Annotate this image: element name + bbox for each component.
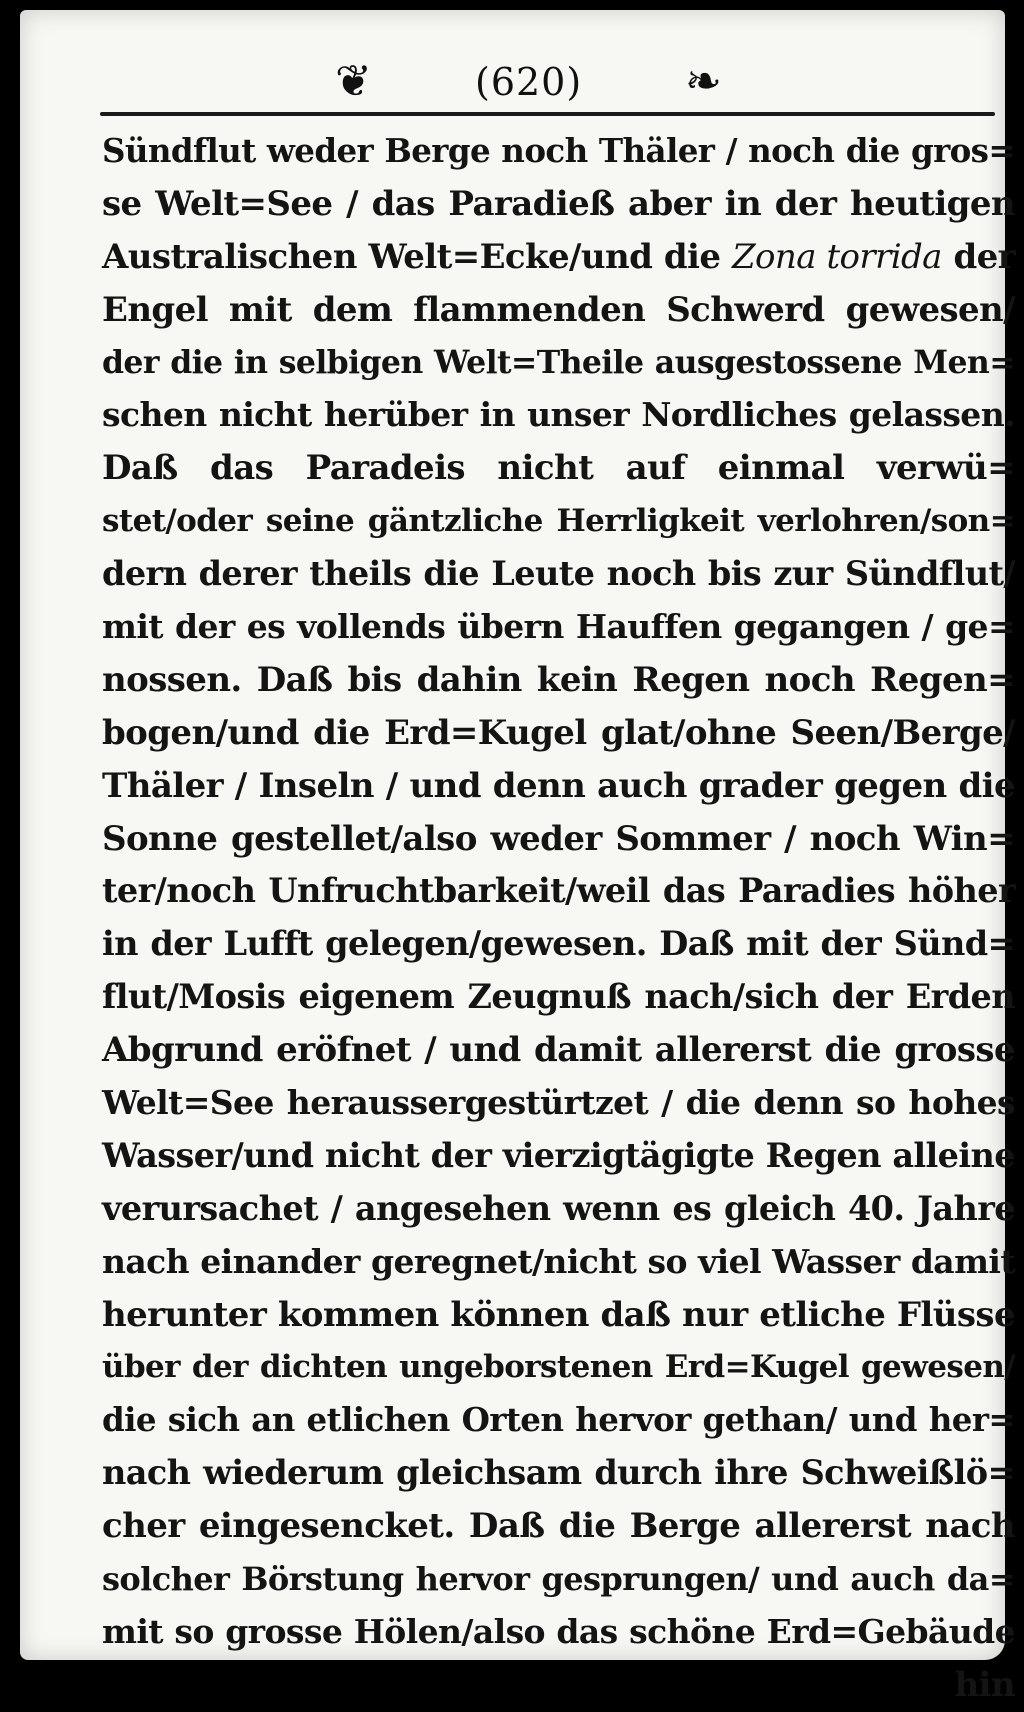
text-line: stet/oder seine gäntzliche Herrligkeit verlohren/son=	[102, 503, 1015, 540]
catchword: hin	[954, 1664, 1015, 1705]
body-text	[102, 125, 1015, 1712]
text-line: herunter kommen können daß nur etliche Flüsse	[102, 1294, 1015, 1335]
text-line: Abgrund eröfnet / und damit allererst die grosse	[102, 1030, 1015, 1071]
text-line: Sonne gestellet/also weder Sommer / noch Win=	[102, 818, 1015, 859]
text-line: der die in selbigen Welt=Theile ausgestossene Men=	[102, 343, 1015, 381]
text-line: flut/Mosis eigenem Zeugnuß nach/sich der Erden	[102, 977, 1015, 1017]
text-line: Engel mit dem flammenden Schwerd gewesen/	[102, 289, 1015, 330]
text-line: mit so grosse Hölen/also das schöne Erd=Gebäude	[102, 1611, 1015, 1651]
text-line: Thäler / Inseln / und denn auch grader gegen die	[102, 765, 1015, 806]
text-line: nossen. Daß bis dahin kein Regen noch Regen=	[102, 659, 1015, 700]
page-number: (620)	[475, 60, 583, 104]
ornament-left-icon: ❦	[335, 56, 372, 107]
text-line: se Welt=See / das Paradieß aber in der heutigen	[102, 183, 1015, 224]
text-line: Wasser/und nicht der vierzigtägigte Regen alleine	[102, 1135, 1015, 1175]
text-line: nach wiederum gleichsam durch ihre Schweißlö=	[102, 1453, 1015, 1493]
text-line: ter/noch Unfruchtbarkeit/weil das Paradies höher	[102, 871, 1015, 911]
text-line: die sich an etlichen Orten hervor gethan/ und her=	[102, 1400, 1015, 1440]
text-line: schen nicht herüber in unser Nordliches gelassen.	[102, 395, 1015, 435]
text-line: über der dichten ungeborstenen Erd=Kugel gewesen/	[102, 1349, 1015, 1386]
text-line: nach einander geregnet/nicht so viel Wasser damit	[102, 1241, 1015, 1281]
text-line: verursachet / angesehen wenn es gleich 40. Jahre	[102, 1188, 1015, 1228]
text-line: Welt=See heraussergestürtzet / die denn so hohes	[102, 1083, 1015, 1123]
text-line: cher eingesencket. Daß die Berge allererst nach	[102, 1506, 1015, 1547]
text-line: in der Lufft gelegen/gewesen. Daß mit der Sünd=	[102, 924, 1015, 964]
book-page	[20, 10, 1015, 1705]
latin-phrase: Zona torrida	[732, 236, 942, 277]
text-line: solcher Börstung hervor gesprungen/ und auch da=	[102, 1560, 1015, 1599]
ornament-right-icon: ❧	[685, 56, 722, 107]
header-rule	[100, 112, 995, 116]
text-line: Australischen Welt=Ecke/und die Zona torrida der	[102, 236, 1015, 277]
text-line: Sündflut weder Berge noch Thäler / noch die gros=	[102, 131, 1015, 170]
text-line: bogen/und die Erd=Kugel glat/ohne Seen/Berge/	[102, 712, 1015, 753]
text-line: mit der es vollends übern Hauffen gegangen / ge=	[102, 607, 1015, 647]
text-line: dern derer theils die Leute noch bis zur Sündflut/	[102, 554, 1015, 594]
text-line: Daß das Paradeis nicht auf einmal verwü=	[102, 448, 1015, 489]
